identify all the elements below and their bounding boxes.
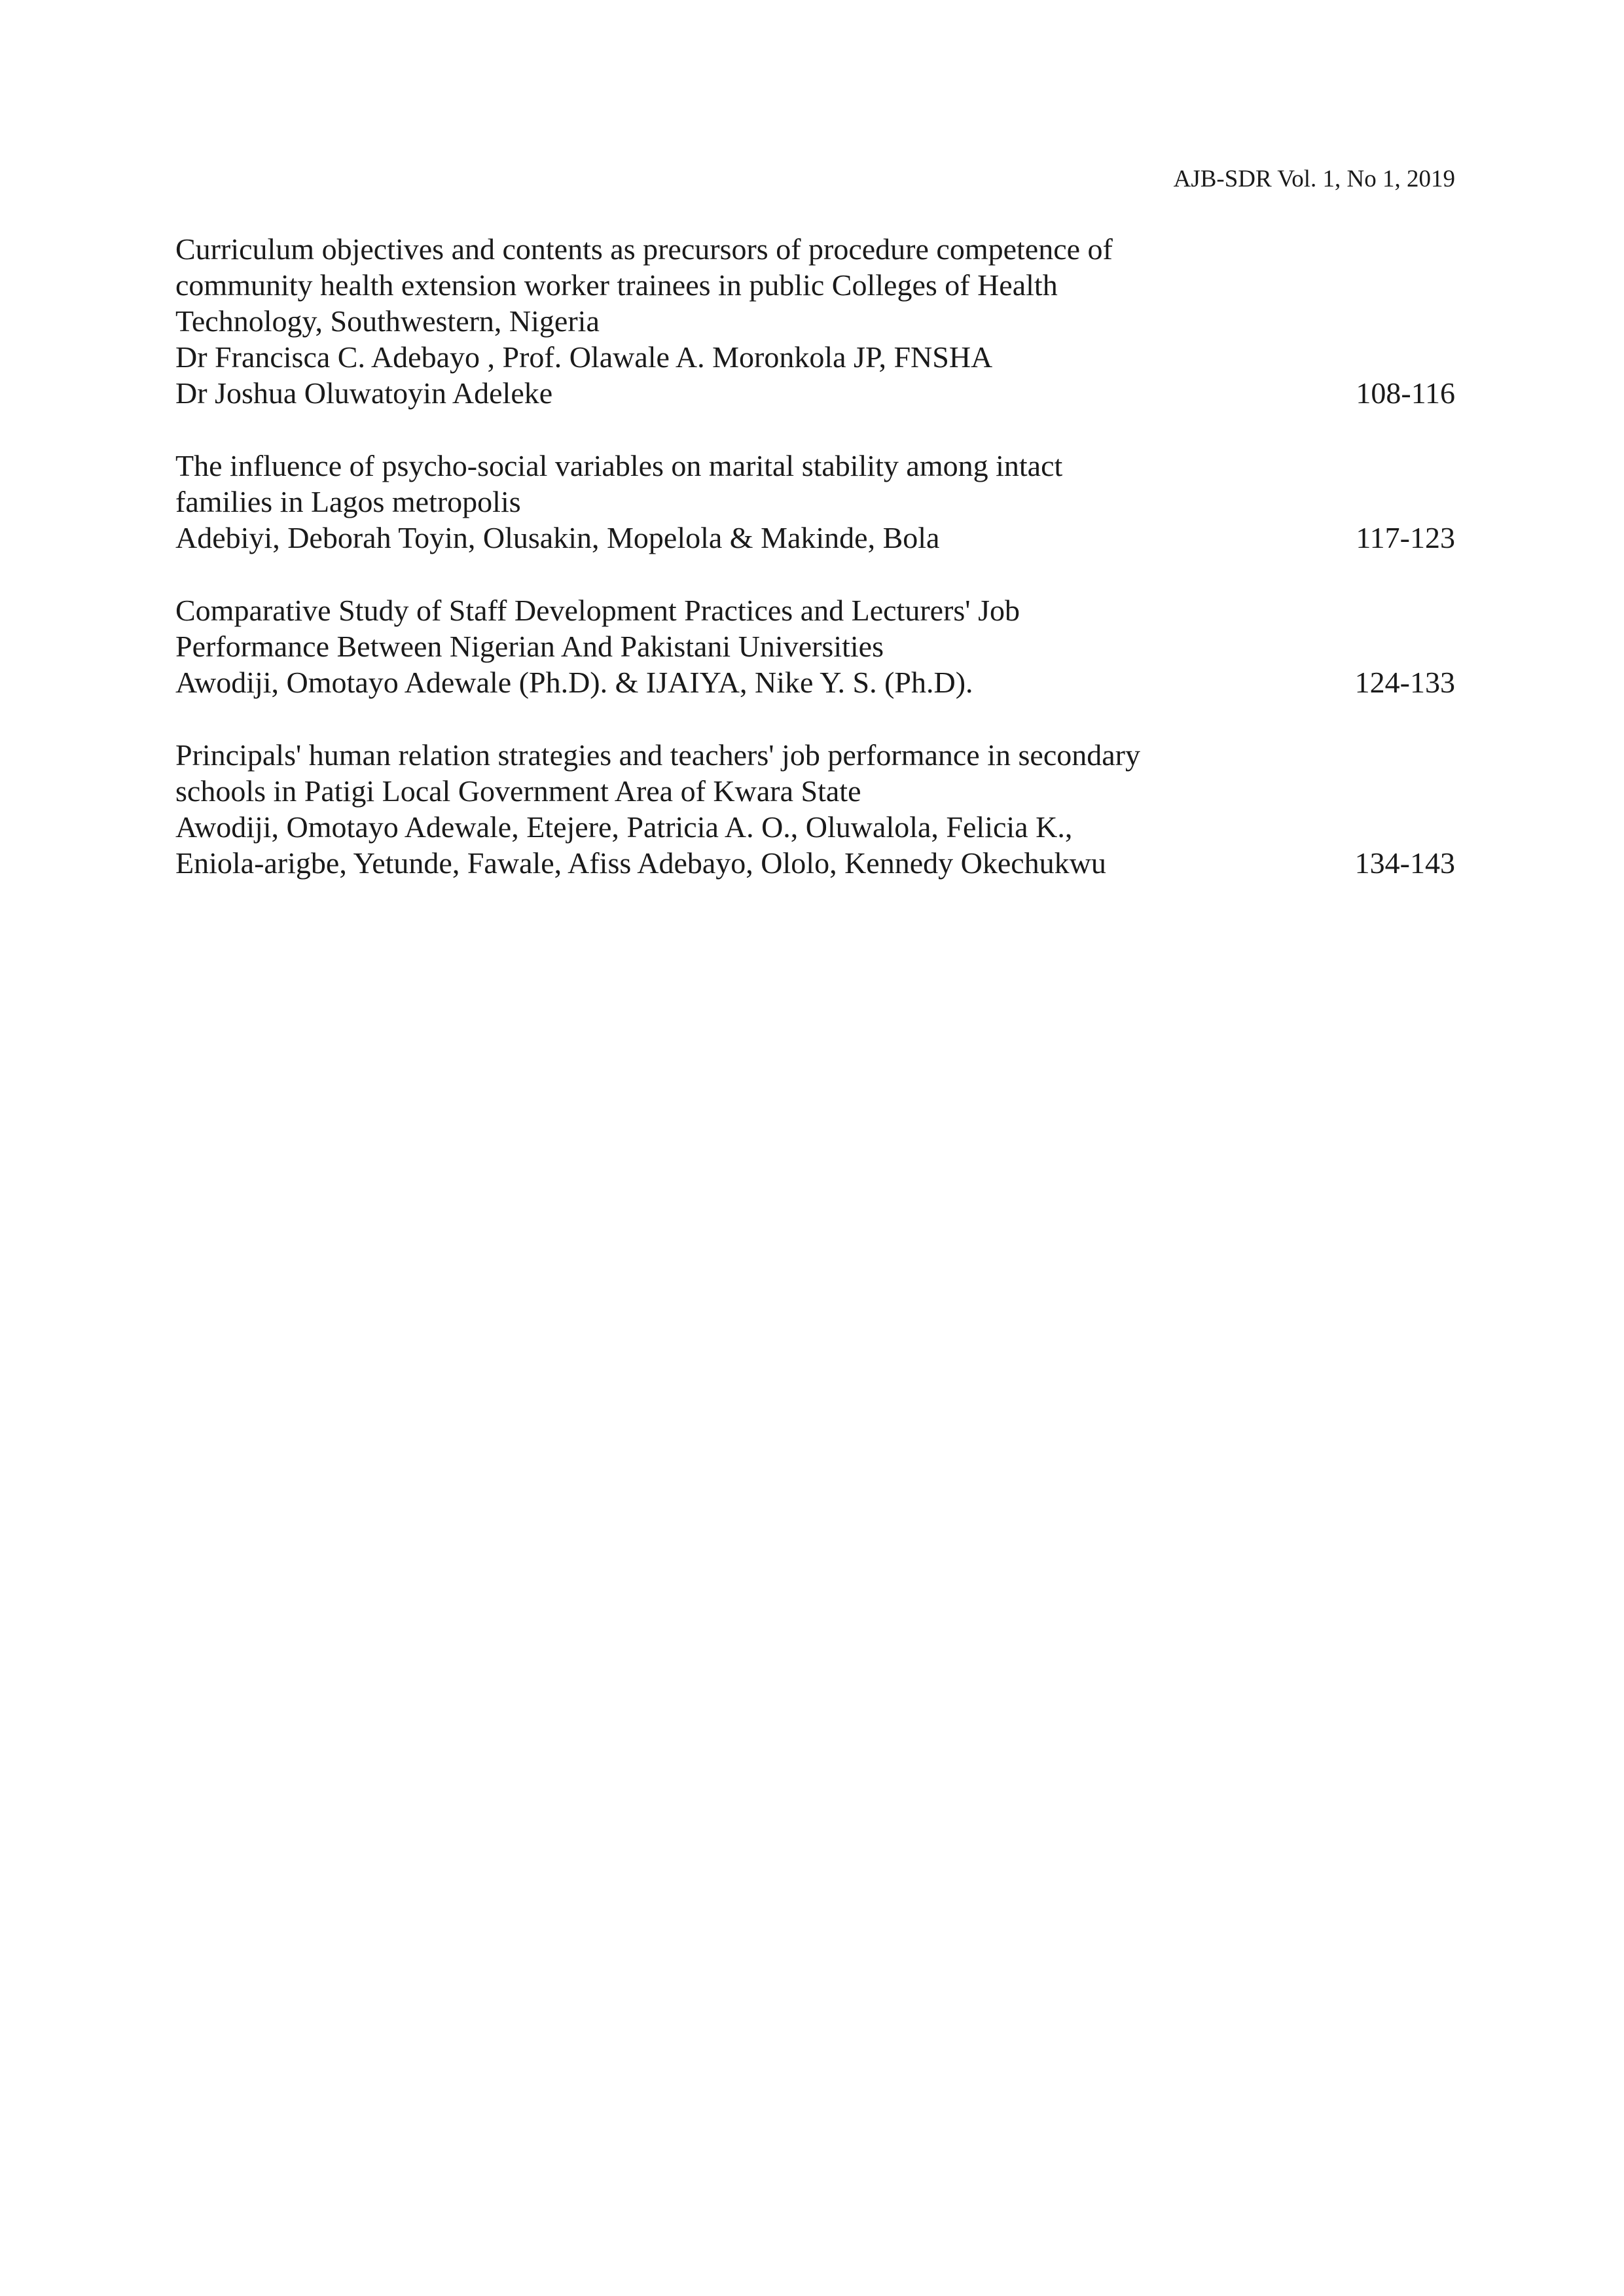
entry-last-line (175, 520, 1455, 556)
entry-title-line: The influence of psycho-social variables on marital stability among intact (175, 449, 1063, 482)
entry-title-line: Technology, Southwestern, Nigeria (175, 304, 600, 338)
entry-authors-line: Awodiji, Omotayo Adewale, Etejere, Patricia A. O., Oluwalola, Felicia K., (175, 810, 1073, 844)
entry-last-line (175, 845, 1455, 881)
entry-title-line: schools in Patigi Local Government Area of Kwara State (175, 774, 861, 808)
entry-authors-line: Eniola-arigbe, Yetunde, Fawale, Afiss Adebayo, Ololo, Kennedy Okechukwu (175, 846, 1106, 880)
entry-title-line: Principals' human relation strategies and teachers' job performance in secondary (175, 738, 1140, 772)
entry-page-range: 134-143 (1354, 846, 1455, 880)
toc-entry (175, 231, 1455, 411)
entry-authors-line: Dr Joshua Oluwatoyin Adeleke (175, 376, 553, 410)
entry-last-line (175, 375, 1455, 411)
entry-title-line: families in Lagos metropolis (175, 485, 521, 518)
entry-authors-line: Awodiji, Omotayo Adewale (Ph.D). & IJAIYA, Nike Y. S. (Ph.D). (175, 666, 973, 699)
entry-title-line: Performance Between Nigerian And Pakistani Universities (175, 630, 884, 663)
toc-entry (175, 737, 1455, 881)
entry-authors-line: Dr Francisca C. Adebayo , Prof. Olawale A. Moronkola JP, FNSHA (175, 340, 993, 374)
entry-last-line (175, 664, 1455, 700)
entry-title-line: Comparative Study of Staff Development Practices and Lecturers' Job (175, 594, 1020, 627)
entry-page-range: 117-123 (1356, 521, 1455, 554)
entry-title-line: community health extension worker trainees in public Colleges of Health (175, 268, 1058, 302)
running-header: AJB-SDR Vol. 1, No 1, 2019 (1173, 166, 1455, 192)
table-of-contents (175, 231, 1455, 918)
entry-page-range: 108-116 (1356, 376, 1455, 410)
entry-authors-line: Adebiyi, Deborah Toyin, Olusakin, Mopelola & Makinde, Bola (175, 521, 940, 554)
toc-entry (175, 448, 1455, 556)
toc-entry (175, 592, 1455, 700)
entry-page-range: 124-133 (1354, 666, 1455, 699)
entry-title-line: Curriculum objectives and contents as precursors of procedure competence of (175, 232, 1113, 266)
